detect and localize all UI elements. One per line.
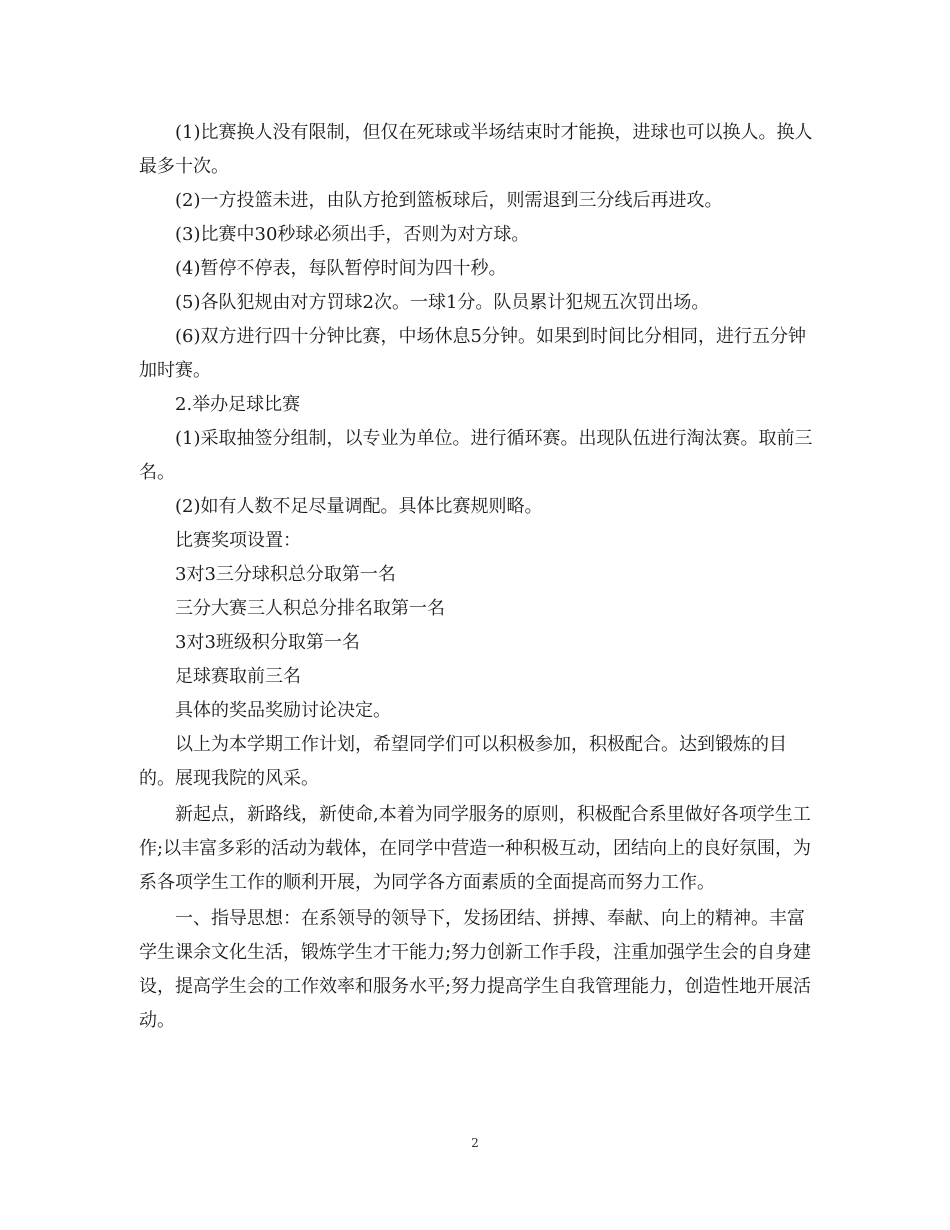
paragraph-rule-4: (4)暂停不停表，每队暂停时间为四十秒。 [175, 258, 507, 279]
award-note: 具体的奖品奖励讨论决定。 [175, 700, 391, 721]
award-item: 三分大赛三人积总分排名取第一名 [175, 598, 445, 619]
paragraph-football-1: (1)采取抽签分组制，以专业为单位。进行循环赛。出现队伍进行淘汰赛。取前三名。 [139, 428, 813, 483]
paragraph-football-2: (2)如有人数不足尽量调配。具体比赛规则略。 [175, 496, 543, 517]
paragraph-rule-1: (1)比赛换人没有限制，但仅在死球或半场结束时才能换，进球也可以换人。换人最多十次。 [139, 122, 813, 177]
award-item: 3对3班级积分取第一名 [175, 632, 360, 653]
section-heading-football: 2.举办足球比赛 [175, 394, 301, 415]
award-item: 3对3三分球积总分取第一名 [175, 564, 396, 585]
page-number: 2 [471, 1136, 479, 1150]
paragraph-new-start: 新起点，新路线，新使命,本着为同学服务的原则，积极配合系里做好各项学生工作;以丰富多彩的活动为载体，在同学中营造一种积极互动，团结向上的良好氛围，为系各项学生工作的顺利开展，为同学各方面素质的全面提高而努力工作。 [139, 804, 812, 893]
paragraph-guiding-thought: 一、指导思想：在系领导的领导下，发扬团结、拼搏、奉献、向上的精神。丰富学生课余文化生活，锻炼学生才干能力;努力创新工作手段，注重加强学生会的自身建设，提高学生会的工作效率和服务水平;努力提高学生自我管理能力，创造性地开展活动。 [139, 908, 812, 1031]
paragraph-rule-5: (5)各队犯规由对方罚球2次。一球1分。队员累计犯规五次罚出场。 [175, 292, 710, 313]
awards-heading: 比赛奖项设置： [175, 530, 301, 551]
paragraph-rule-2: (2)一方投篮未进，由队方抢到篮板球后，则需退到三分线后再进攻。 [175, 190, 723, 211]
paragraph-conclusion: 以上为本学期工作计划，希望同学们可以积极参加，积极配合。达到锻炼的目的。展现我院的风采。 [139, 734, 787, 789]
document-body [139, 116, 819, 1038]
paragraph-rule-6: (6)双方进行四十分钟比赛，中场休息5分钟。如果到时间比分相同，进行五分钟加时赛。 [139, 326, 806, 381]
award-item: 足球赛取前三名 [175, 666, 301, 687]
paragraph-rule-3: (3)比赛中30秒球必须出手，否则为对方球。 [175, 224, 530, 245]
